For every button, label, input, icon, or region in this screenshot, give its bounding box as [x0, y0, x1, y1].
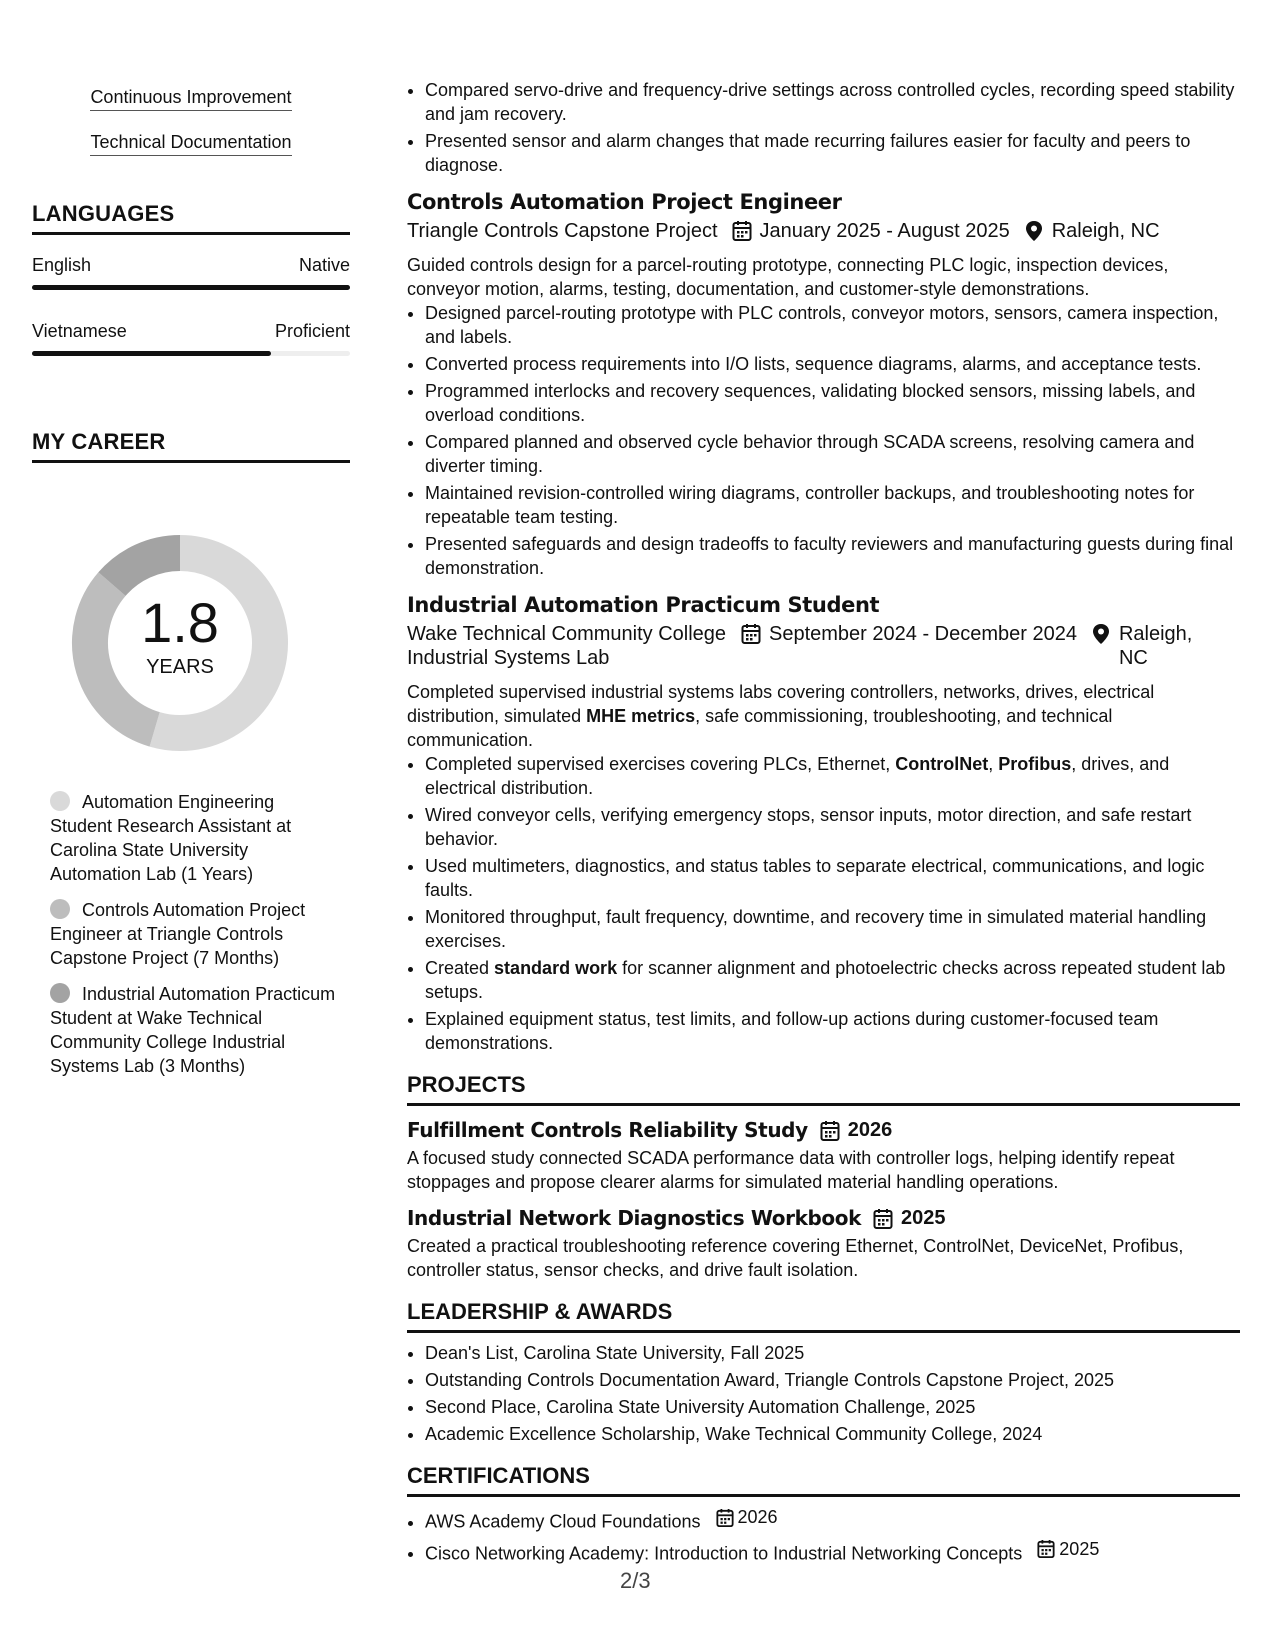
career-legend-item: [50, 898, 340, 970]
job-organization: Triangle Controls Capstone Project: [407, 220, 718, 242]
certification-year-group: [1037, 1537, 1099, 1561]
award-item: • Outstanding Controls Documentation Award, Triangle Controls Capstone Project, 2025: [425, 1368, 1240, 1392]
bullet-item: • Monitored throughput, fault frequency, downtime, and recovery time in simulated material handling exercises.: [425, 905, 1240, 953]
bullet-item: • Maintained revision-controlled wiring diagrams, controller backups, and troubleshooting notes for repeatable team testing.: [425, 481, 1240, 529]
career-legend: [50, 790, 340, 1090]
bullet-item: • Converted process requirements into I/O lists, sequence diagrams, alarms, and acceptance tests.: [425, 352, 1240, 376]
language-level: Native: [298, 255, 350, 275]
language-level: Proficient: [274, 321, 350, 341]
job-bullets: [407, 752, 1240, 1055]
career-legend-label: Controls Automation Project Engineer at Triangle Controls Capstone Project (7 Months): [50, 900, 306, 968]
skill-tags: [32, 86, 350, 176]
bullet-item: • Compared planned and observed cycle behavior through SCADA screens, resolving camera and diverter timing.: [425, 430, 1240, 478]
award-item: • Academic Excellence Scholarship, Wake Technical Community College, 2024: [425, 1422, 1240, 1446]
job-meta: [407, 219, 1240, 243]
certification-name: AWS Academy Cloud Foundations: [425, 1511, 701, 1532]
skill-tag: Technical Documentation: [90, 131, 291, 156]
award-item: • Second Place, Carolina State University Automation Challenge, 2025: [425, 1395, 1240, 1419]
page-number: 2/3: [620, 1568, 651, 1593]
career-legend-label: Automation Engineering Student Research Assistant at Carolina State University Automation Lab (1 Years): [50, 792, 292, 884]
job-dates-group: [732, 219, 1010, 243]
job-bullets: [407, 301, 1240, 580]
bullet-item: • Created standard work for scanner alignment and photoelectric checks across repeated student lab setups.: [425, 956, 1240, 1004]
language-row: [32, 255, 350, 276]
calendar-icon: [732, 220, 752, 242]
certifications-list: [407, 1505, 1240, 1565]
job-entry: [407, 590, 1240, 1055]
project-description: A focused study connected SCADA performance data with controller logs, helping identify repeat stoppages and propose clearer alarms for simulated material handling operations.: [407, 1148, 1175, 1192]
project-entry: [407, 1116, 1240, 1194]
job-dates: September 2024 - December 2024: [769, 623, 1077, 645]
bullet-item: • Used multimeters, diagnostics, and status tables to separate electrical, communications, and logic faults.: [425, 854, 1240, 902]
location-pin-icon: [1024, 220, 1044, 242]
language-name: Vietnamese: [32, 321, 127, 341]
languages-heading: LANGUAGES: [32, 200, 350, 235]
legend-dot-icon: [50, 791, 70, 811]
bullet-item: • Programmed interlocks and recovery sequences, validating blocked sensors, missing labels, and overload conditions.: [425, 379, 1240, 427]
skill-tag: Continuous Improvement: [90, 86, 291, 111]
job-location: Raleigh, NC: [1118, 623, 1193, 669]
project-title: Fulfillment Controls Reliability Study: [407, 1118, 808, 1142]
bullet-item: • Compared servo-drive and frequency-drive settings across controlled cycles, recording speed stability and jam recovery.: [425, 78, 1240, 126]
awards-list: [407, 1341, 1240, 1446]
job-dates-group: [741, 622, 1077, 670]
project-title-row: [407, 1204, 1240, 1232]
language-row: [32, 321, 350, 342]
job-summary: Guided controls design for a parcel-routing prototype, connecting PLC logic, inspection devices, conveyor motion, alarms, testing, documentation, and customer-style demonstrations.: [407, 255, 1169, 299]
job-location-group: [1024, 219, 1160, 243]
language-level-bar: [32, 351, 350, 356]
legend-dot-icon: [50, 899, 70, 919]
calendar-icon: [1037, 1539, 1055, 1559]
bullet-item: • Completed supervised exercises covering PLCs, Ethernet, ControlNet, Profibus, drives, and electrical distribution.: [425, 752, 1240, 800]
job-organization: Wake Technical Community College Industrial Systems Lab: [407, 623, 727, 669]
language-level-fill: [32, 285, 350, 290]
previous-job-bullets: [407, 78, 1240, 177]
job-location-group: [1091, 622, 1191, 670]
main-content: [407, 78, 1240, 1568]
career-legend-label: Industrial Automation Practicum Student at Wake Technical Community College Industrial Systems Lab (3 Months): [50, 984, 336, 1076]
calendar-icon: [820, 1120, 840, 1142]
award-item: • Dean's List, Carolina State University, Fall 2025: [425, 1341, 1240, 1365]
project-title: Industrial Network Diagnostics Workbook: [407, 1206, 861, 1230]
language-level-bar: [32, 285, 350, 290]
certifications-heading: CERTIFICATIONS: [407, 1462, 1240, 1497]
project-year: 2026: [847, 1119, 893, 1141]
bullet-item: • Explained equipment status, test limits, and follow-up actions during customer-focused team demonstrations.: [425, 1007, 1240, 1055]
job-title: Controls Automation Project Engineer: [407, 190, 842, 214]
location-pin-icon: [1091, 623, 1111, 645]
awards-heading: LEADERSHIP & AWARDS: [407, 1298, 1240, 1333]
language-level-fill: [32, 351, 271, 356]
certification-year: 2026: [737, 1507, 778, 1527]
calendar-icon: [873, 1208, 893, 1230]
job-location: Raleigh, NC: [1051, 220, 1160, 242]
certification-name: Cisco Networking Academy: Introduction to Industrial Networking Concepts: [425, 1543, 1023, 1563]
job-dates: January 2025 - August 2025: [759, 220, 1010, 242]
certification-year-group: [716, 1505, 778, 1529]
job-entry: [407, 187, 1240, 580]
language-name: English: [32, 255, 92, 275]
career-heading: MY CAREER: [32, 428, 350, 463]
calendar-icon: [741, 623, 761, 645]
certification-item: [425, 1505, 1240, 1534]
project-entry: [407, 1204, 1240, 1282]
career-legend-item: [50, 790, 340, 886]
career-donut-segment: [112, 553, 180, 584]
job-summary: Completed supervised industrial systems labs covering controllers, networks, drives, electrical distribution, simulated MHE metrics, safe commissioning, troubleshooting, and technical communication.: [407, 682, 1155, 750]
calendar-icon: [716, 1508, 734, 1528]
legend-dot-icon: [50, 983, 70, 1003]
job-meta: [407, 622, 1240, 670]
bullet-item: • Presented sensor and alarm changes that made recurring failures easier for faculty and peers to diagnose.: [425, 129, 1240, 177]
certification-year: 2025: [1059, 1538, 1100, 1559]
career-total-value: 1.8: [141, 591, 219, 654]
career-donut-chart: [67, 530, 293, 756]
project-description: Created a practical troubleshooting reference covering Ethernet, ControlNet, DeviceNet, Profibus, controller status, sensor checks, and drive fault isolation.: [407, 1236, 1184, 1280]
bullet-item: • Designed parcel-routing prototype with PLC controls, conveyor motors, sensors, camera inspection, and labels.: [425, 301, 1240, 349]
projects-heading: PROJECTS: [407, 1071, 1240, 1106]
job-title: Industrial Automation Practicum Student: [407, 593, 880, 617]
career-legend-item: [50, 982, 340, 1078]
project-title-row: [407, 1116, 1240, 1144]
bullet-item: • Wired conveyor cells, verifying emergency stops, sensor inputs, motor direction, and safe restart behavior.: [425, 803, 1240, 851]
project-year: 2025: [900, 1207, 946, 1229]
bullet-item: • Presented safeguards and design tradeoffs to faculty reviewers and manufacturing guests during final demonstration.: [425, 532, 1240, 580]
career-total-unit: YEARS: [146, 656, 214, 678]
certification-item: [425, 1537, 1240, 1566]
